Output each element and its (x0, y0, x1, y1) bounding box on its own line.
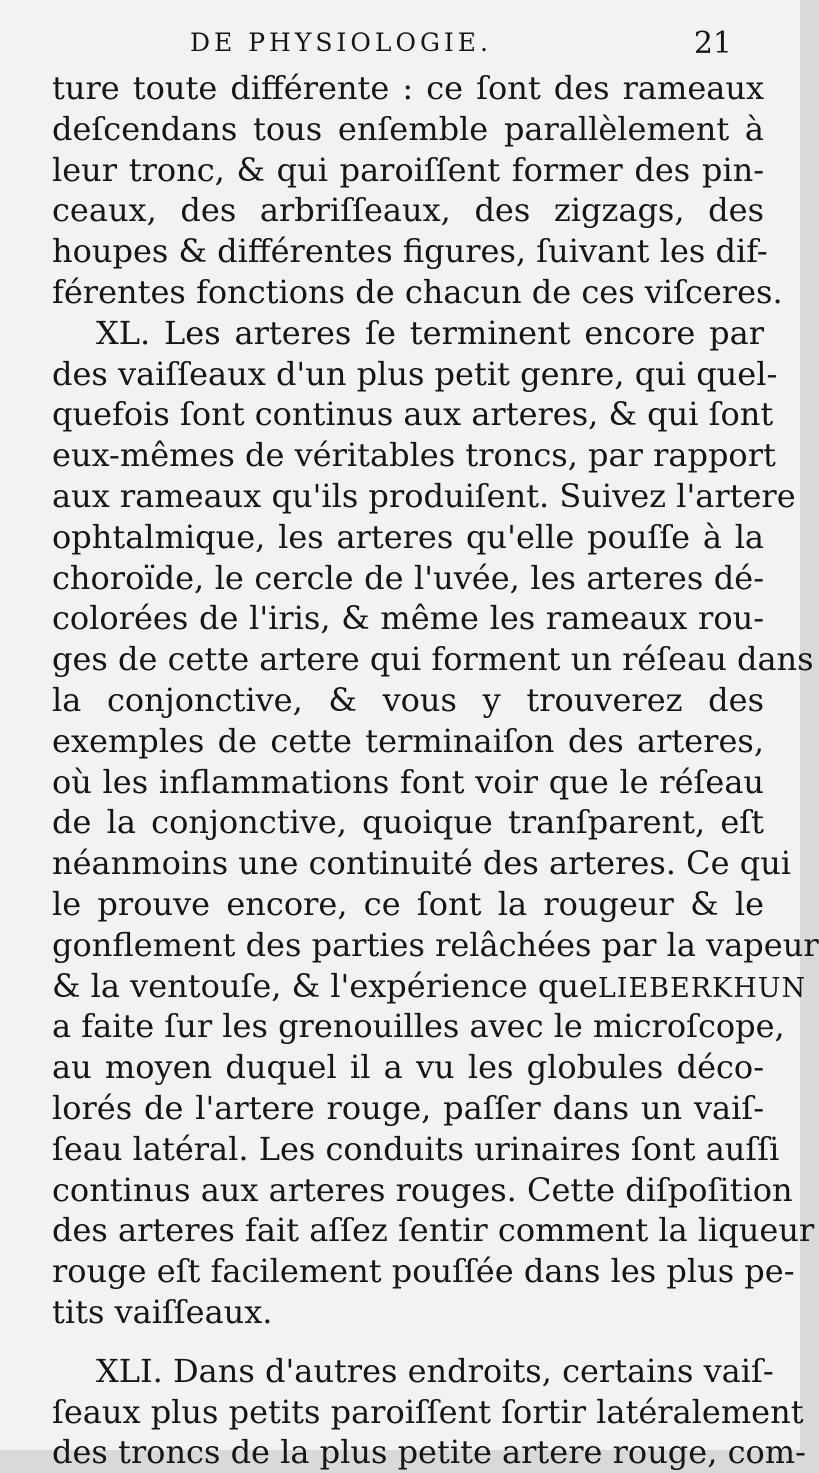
text-line: le prouve encore, ce ſont la rougeur & le (52, 884, 764, 923)
text-line: eux-mêmes de véritables troncs, par rapport (52, 436, 776, 475)
text-line: néanmoins une continuité des arteres. Ce qui (52, 844, 792, 883)
text-line: gonflement des parties relâchées par la vapeur (52, 925, 819, 964)
text-line: ture toute différente : ce ſont des rameaux (52, 69, 764, 107)
text-line: férentes fonctions de chacun de ces viſceres. (52, 272, 783, 311)
text-line: deſcendans tous enſemble parallèlement à (52, 109, 764, 148)
text-line: des troncs de la plus petite artere rouge, com- (52, 1433, 806, 1472)
text-line: ges de cette artere qui forment un réſeau dans (52, 640, 814, 679)
text-line: aux rameaux qu'ils produiſent. Suivez l'artere (52, 476, 796, 515)
text-line: des arteres fait aſſez ſentir comment la liqueur (52, 1211, 815, 1250)
text-line: quefois ſont continus aux arteres, & qui ſont (52, 395, 774, 434)
text-line: rouge eſt facilement pouſſée dans les plus pe- (52, 1252, 795, 1291)
text-line: de la conjonctive, quoique tranſparent, eſt (52, 803, 764, 842)
text-line: XL. Les arteres ſe terminent encore par (96, 313, 764, 352)
running-head: DE PHYSIOLOGIE. (190, 28, 493, 57)
text-line: exemples de cette terminaiſon des arteres, (52, 721, 764, 760)
body-text (52, 68, 819, 1473)
text-line: XLI. Dans d'autres endroits, certains vaiſ- (96, 1351, 774, 1390)
text-line-with-name (52, 966, 807, 1007)
text-line: lorés de l'artere rouge, paſſer dans un vaiſ- (52, 1088, 764, 1127)
text-line: ſeaux plus petits paroiſſent ſortir latéralement (52, 1392, 804, 1431)
text-line: leur tronc, & qui paroiſſent former des pin- (52, 150, 764, 189)
line-text: & la ventouſe, & l'expérience que (52, 966, 598, 1005)
paragraph-xl (52, 313, 819, 1333)
author-name: LIEBERKHUN (597, 972, 807, 1004)
text-line: colorées de l'iris, & même les rameaux rou- (52, 599, 764, 638)
text-line: la conjonctive, & vous y trouverez des (52, 680, 764, 719)
text-line: où les inflammations font voir que le réſeau (52, 762, 764, 801)
text-line: a faite ſur les grenouilles avec le microſcope, (52, 1007, 785, 1046)
text-line: ſeau latéral. Les conduits urinaires ſont auſſi (52, 1129, 780, 1168)
text-line: des vaiſſeaux d'un plus petit genre, qui quel- (52, 354, 778, 393)
text-line: ophtalmique, les arteres qu'elle pouſſe à la (52, 517, 764, 556)
page-header (60, 26, 742, 66)
text-line: ceaux, des arbriſſeaux, des zigzags, des (52, 191, 764, 230)
page-number: 21 (693, 26, 732, 61)
text-line: choroïde, le cercle de l'uvée, les arteres dé- (52, 558, 764, 597)
text-line: continus aux arteres rouges. Cette diſpoſition (52, 1170, 793, 1209)
paragraph-xli (52, 1351, 806, 1473)
paragraph-gap (52, 1333, 764, 1351)
text-line: au moyen duquel il a vu les globules déco- (52, 1048, 764, 1087)
text-line: tits vaiſſeaux. (52, 1292, 273, 1331)
text-line: houpes & différentes figures, ſuivant les dif- (52, 232, 768, 271)
paragraph-continued (52, 68, 783, 313)
